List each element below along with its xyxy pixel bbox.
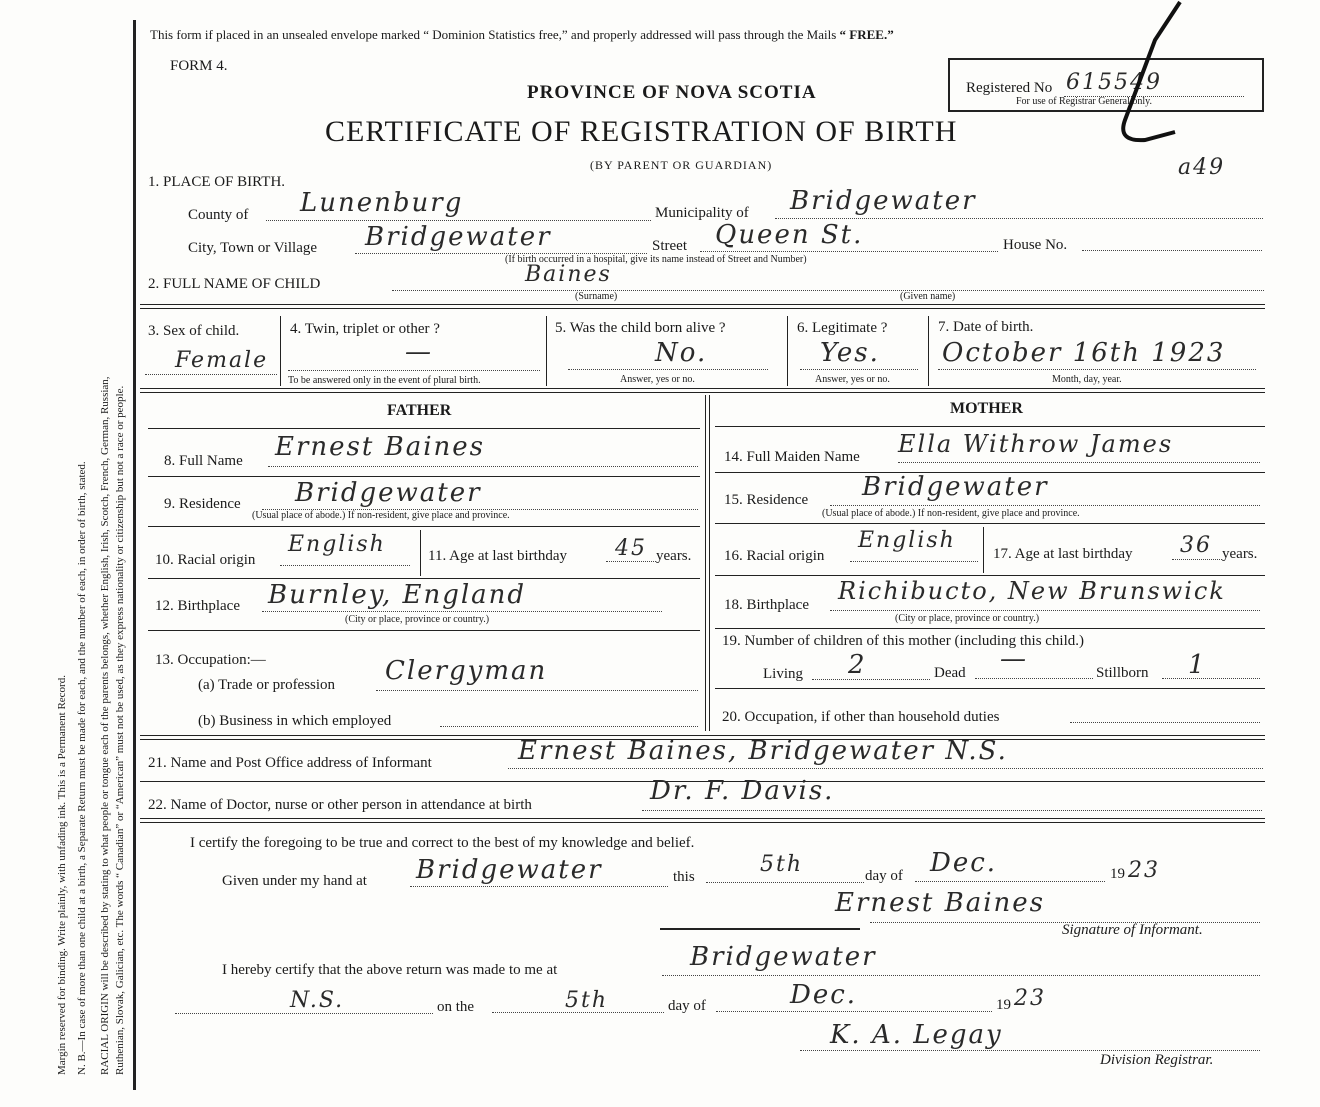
mother-residence-label: 15. Residence [724, 492, 809, 508]
margin-nb-note: N. B.—In case of more than one child at a birth, a Separate Return must be made for each, and the number of each, in order of birth, stated. [76, 461, 88, 1075]
dob-note: Month, day, year. [1052, 374, 1122, 385]
division-registrar-label: Division Registrar. [1100, 1052, 1214, 1068]
registrar-note: For use of Registrar General only. [1016, 96, 1152, 107]
mother-residence: Bridgewater [862, 472, 1049, 502]
county-label: County of [188, 207, 249, 223]
legitimate-note: Answer, yes or no. [815, 374, 890, 385]
given-name-note: (Given name) [900, 291, 956, 302]
child-surname: Baines [525, 262, 612, 287]
subtitle: (BY PARENT OR GUARDIAN) [590, 158, 773, 172]
day-of-label: day of [865, 868, 903, 884]
alive-note: Answer, yes or no. [620, 374, 695, 385]
city-value: Bridgewater [365, 222, 552, 252]
father-residence-label: 9. Residence [164, 496, 241, 512]
mother-age-label: 17. Age at last birthday [993, 546, 1133, 562]
child-name-label: 2. FULL NAME OF CHILD [148, 276, 321, 292]
father-heading: FATHER [387, 402, 452, 419]
province-title: PROVINCE OF NOVA SCOTIA [527, 82, 817, 103]
informant-signature: Ernest Baines [835, 888, 1045, 918]
legitimate-label: 6. Legitimate ? [797, 320, 888, 336]
county-value: Lunenburg [300, 188, 464, 218]
margin-rule [133, 20, 136, 1090]
living-value: 2 [848, 650, 867, 680]
business-label: (b) Business in which employed [198, 713, 392, 729]
father-residence-note: (Usual place of abode.) If non-resident, give place and province. [252, 510, 510, 521]
city-label: City, Town or Village [188, 240, 318, 256]
twin-value: — [405, 337, 433, 367]
trade-label: (a) Trade or profession [198, 677, 336, 693]
dead-value: — [1000, 644, 1028, 674]
this-label: this [673, 869, 695, 885]
dob-value: October 16th 1923 [942, 338, 1226, 368]
living-label: Living [763, 666, 803, 682]
doctor-value: Dr. F. Davis. [650, 776, 835, 806]
certify-day: 5th [760, 852, 804, 877]
registrar-year-prefix: 19 [996, 997, 1011, 1013]
place-heading: 1. PLACE OF BIRTH. [148, 174, 286, 190]
mail-note: This form if placed in an unsealed envelope marked “ Dominion Statistics free,” and properly addressed will pass through the Mails “ FREE.” [150, 27, 894, 42]
dead-label: Dead [934, 665, 966, 681]
alive-value: No. [655, 338, 708, 368]
twin-label: 4. Twin, triplet or other ? [290, 321, 440, 337]
father-name: Ernest Baines [275, 432, 485, 462]
registered-label: Registered No [966, 80, 1053, 96]
hospital-note: (If birth occurred in a hospital, give its name instead of Street and Number) [505, 254, 807, 265]
margin-racial-note-2: Ruthenian, Slovak, Galician, etc. The words “ Canadian” or “American” must not be used, as they express nationality or citizenship but not a race or people. [114, 385, 126, 1075]
mother-residence-note: (Usual place of abode.) If non-resident, give place and province. [822, 508, 1080, 519]
doctor-label: 22. Name of Doctor, nurse or other person in attendance at birth [148, 797, 532, 813]
house-label: House No. [1003, 237, 1068, 253]
margin-binding-note: Margin reserved for binding. Write plainly, with unfading ink. This is a Permanent Record. [56, 675, 68, 1075]
occupation-label: 13. Occupation:— [155, 652, 266, 668]
mother-occupation-label: 20. Occupation, if other than household duties [722, 709, 1000, 725]
legitimate-value: Yes. [820, 338, 880, 368]
street-label: Street [652, 238, 687, 254]
mother-birthplace-label: 18. Birthplace [724, 597, 809, 613]
twin-note: To be answered only in the event of plural birth. [288, 375, 481, 386]
mother-heading: MOTHER [950, 400, 1023, 417]
registrar-day: 5th [565, 988, 609, 1013]
father-age-label: 11. Age at last birthday [428, 548, 567, 564]
informant-label: 21. Name and Post Office address of Informant [148, 755, 432, 771]
street-value: Queen St. [715, 220, 864, 250]
margin-racial-note-1: RACIAL ORIGIN will be described by stating to what people or tongue each of the parents belongs, whether English, Irish, Scotch, French, German, Russian, [99, 376, 111, 1075]
registrar-check-mark [1105, 0, 1185, 150]
registrar-place: Bridgewater [690, 942, 877, 972]
mother-name-label: 14. Full Maiden Name [724, 449, 860, 465]
registrar-day-of-label: day of [668, 998, 706, 1014]
given-label: Given under my hand at [222, 873, 367, 889]
mother-birthplace-note: (City or place, province or country.) [895, 613, 1040, 624]
registered-number: 615549 [1066, 70, 1162, 95]
certificate-title: CERTIFICATE OF REGISTRATION OF BIRTH [325, 115, 958, 148]
informant-value: Ernest Baines, Bridgewater N.S. [518, 736, 1008, 766]
father-race: English [288, 532, 386, 557]
father-years: years. [656, 548, 692, 564]
sex-value: Female [175, 348, 269, 373]
mother-race-label: 16. Racial origin [724, 548, 825, 564]
on-the-label: on the [437, 999, 475, 1015]
mother-age: 36 [1180, 533, 1212, 558]
given-place: Bridgewater [416, 855, 603, 885]
form-number: FORM 4. [170, 58, 228, 74]
mother-years: years. [1222, 546, 1258, 562]
father-age: 45 [615, 536, 647, 561]
informant-signature-label: Signature of Informant. [1062, 922, 1203, 938]
certify-year-prefix: 19 [1110, 866, 1125, 882]
registrar-signature: K. A. Legay [830, 1020, 1003, 1050]
municipality-value: Bridgewater [790, 186, 977, 216]
father-name-label: 8. Full Name [164, 453, 243, 469]
certify-text: I certify the foregoing to be true and correct to the best of my knowledge and belief. [190, 835, 695, 851]
father-residence: Bridgewater [295, 478, 482, 508]
sex-label: 3. Sex of child. [148, 323, 240, 339]
mother-name: Ella Withrow James [898, 430, 1174, 458]
father-birthplace-note: (City or place, province or country.) [345, 614, 490, 625]
registrar-month: Dec. [790, 980, 858, 1010]
children-label: 19. Number of children of this mother (including this child.) [722, 633, 1085, 649]
registrar-year: 23 [1014, 986, 1046, 1011]
stillborn-value: 1 [1188, 650, 1207, 680]
father-birthplace: Burnley, England [268, 580, 527, 610]
father-birthplace-label: 12. Birthplace [155, 598, 240, 614]
surname-note: (Surname) [575, 291, 618, 302]
certify-year: 23 [1128, 858, 1160, 883]
stillborn-label: Stillborn [1096, 665, 1149, 681]
corner-mark: a49 [1178, 155, 1226, 180]
mother-birthplace: Richibucto, New Brunswick [838, 577, 1226, 605]
municipality-label: Municipality of [655, 205, 749, 221]
father-race-label: 10. Racial origin [155, 552, 256, 568]
mother-race: English [858, 528, 956, 553]
registrar-province: N.S. [290, 988, 345, 1013]
trade-value: Clergyman [385, 656, 548, 686]
alive-label: 5. Was the child born alive ? [555, 320, 726, 336]
certify-month: Dec. [930, 848, 998, 878]
dob-label: 7. Date of birth. [938, 319, 1034, 335]
registrar-text: I hereby certify that the above return was made to me at [222, 962, 558, 978]
